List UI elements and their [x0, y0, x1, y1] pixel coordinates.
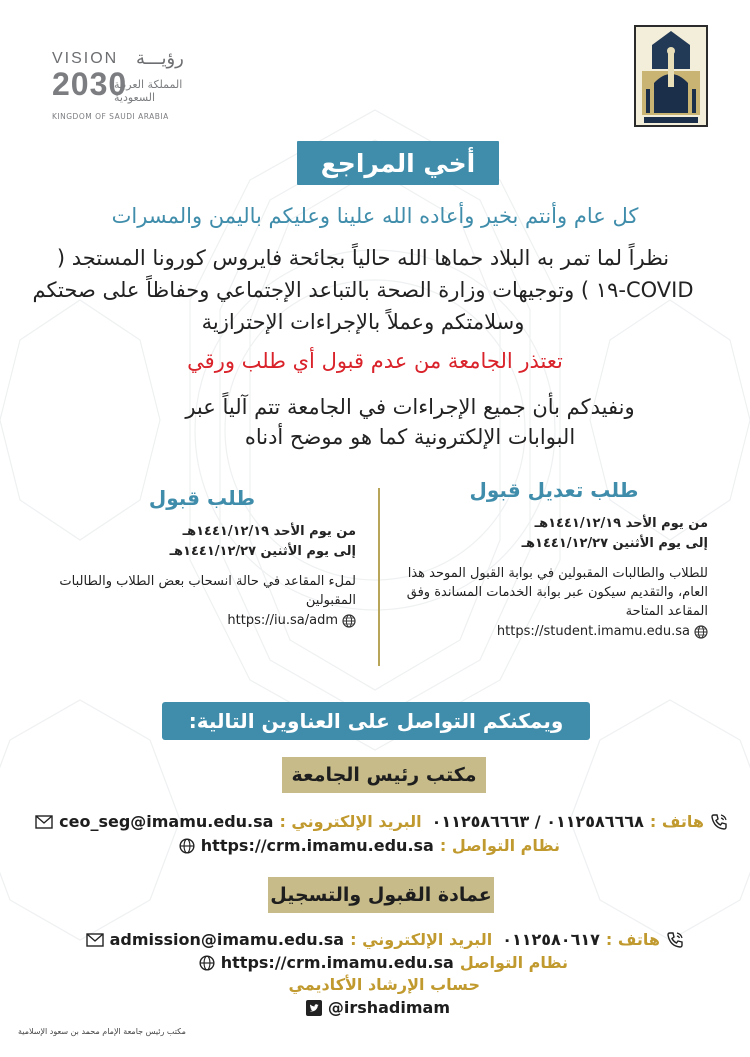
president-email[interactable]: ceo_seg@imamu.edu.sa: [59, 812, 274, 831]
president-crm-link[interactable]: https://crm.imamu.edu.sa: [200, 836, 434, 855]
admission-request-title: طلب قبول: [148, 486, 256, 510]
vision-year-text: 2030: [52, 66, 128, 102]
president-email-label: البريد الإلكتروني :: [279, 812, 422, 831]
admission-contact-row: [78, 930, 684, 949]
admission-phone-label: هاتف :: [605, 930, 660, 949]
president-crm-row: [170, 836, 560, 855]
greeting-text: كل عام وأنتم بخير وأعاده الله علينا وعليكم باليمن والمسرات: [111, 204, 639, 228]
admission-portal-link[interactable]: https://iu.sa/adm: [227, 613, 338, 628]
electronic-portals-paragraph: ونفيدكم بأن جميع الإجراءات في الجامعة تتم آلياً عبر البوابات الإلكترونية كما هو موضح أدناه: [185, 395, 635, 449]
vision-2030-logo: [40, 50, 200, 130]
page-title: أخي المراجع: [297, 141, 499, 185]
phone-icon: [710, 813, 728, 831]
vision-kingdom-en: KINGDOM OF SAUDI ARABIA: [52, 112, 169, 121]
admission-from-date: من يوم الأحد ١٤٤١/١٢/١٩هـ: [182, 524, 356, 539]
column-divider: [378, 488, 380, 666]
admission-deanship-title: عمادة القبول والتسجيل: [268, 877, 494, 913]
globe-icon: [179, 838, 195, 854]
modify-to-date: إلى يوم الأثنين ١٤٤١/١٢/٢٧هـ: [521, 536, 708, 551]
admission-url-row: [48, 613, 356, 628]
footer-credit: مكتب رئيس جامعة الإمام محمد بن سعود الإسلامية: [18, 1027, 186, 1036]
mail-icon: [35, 815, 53, 829]
admission-email-label: البريد الإلكتروني :: [350, 930, 493, 949]
modify-description: للطلاب والطالبات المقبولين في بوابة القبول الموحد هذا العام، والتقديم سيكون عبر بوابة الخدمات المساندة وفق المقاعد المتاحة: [406, 566, 708, 619]
admission-to-date: إلى يوم الأثنين ١٤٤١/١٢/٢٧هـ: [169, 544, 356, 559]
modify-from-date: من يوم الأحد ١٤٤١/١٢/١٩هـ: [534, 516, 708, 531]
globe-icon: [694, 625, 708, 639]
modify-url-row: [400, 624, 708, 639]
covid-paragraph: نظراً لما تمر به البلاد حماها الله حالياً بجائحة فايروس كورونا المستجد ( COVID-١٩ ) وتوجيهات وزارة الصحة بالتباعد الإجتماعي وحفاظاً على صحتكم وسلامتكم وعملاً بالإجراءات الإحترازية: [32, 246, 694, 334]
twitter-handle[interactable]: @irshadimam: [327, 998, 450, 1017]
twitter-icon: [306, 1000, 322, 1016]
paper-request-notice: تعتذر الجامعة من عدم قبول أي طلب ورقي: [187, 349, 563, 373]
president-contact-row: [18, 812, 728, 831]
admission-phone[interactable]: ٠١١٢٥٨٠٦١٧: [502, 930, 600, 949]
president-phone-label: هاتف :: [649, 812, 704, 831]
admission-description: لملء المقاعد في حالة انسحاب بعض الطلاب والطالبات المقبولين: [59, 574, 356, 608]
admission-request-section: [48, 486, 356, 628]
mail-icon: [86, 933, 104, 947]
phone-icon: [666, 931, 684, 949]
admission-crm-link[interactable]: https://crm.imamu.edu.sa: [220, 953, 454, 972]
modify-admission-title: طلب تعديل قبول: [469, 478, 639, 502]
university-logo: [634, 25, 708, 127]
globe-icon: [342, 614, 356, 628]
vision-kingdom-ar: المملكة العربية السعودية: [114, 78, 183, 104]
vision-ar-text: رؤيـــة: [136, 48, 184, 69]
modify-admission-section: [400, 478, 708, 639]
modify-portal-link[interactable]: https://student.imamu.edu.sa: [496, 624, 690, 639]
globe-icon: [199, 955, 215, 971]
admission-crm-row: [178, 953, 568, 972]
president-system-label: نظام التواصل :: [439, 836, 560, 855]
advising-label-row: [270, 975, 480, 994]
vision-en-text: VISION: [52, 50, 119, 67]
contact-heading: ويمكنكم التواصل على العناوين التالية:: [162, 702, 590, 740]
advising-label: حساب الإرشاد الأكاديمي: [288, 975, 480, 994]
admission-email[interactable]: admission@imamu.edu.sa: [109, 930, 345, 949]
president-phone[interactable]: ٠١١٢٥٨٦٦٦٨ / ٠١١٢٥٨٦٦٦٣: [431, 812, 644, 831]
president-office-title: مكتب رئيس الجامعة: [282, 757, 486, 793]
twitter-row: [290, 998, 450, 1017]
admission-system-label: نظام التواصل: [459, 953, 568, 972]
